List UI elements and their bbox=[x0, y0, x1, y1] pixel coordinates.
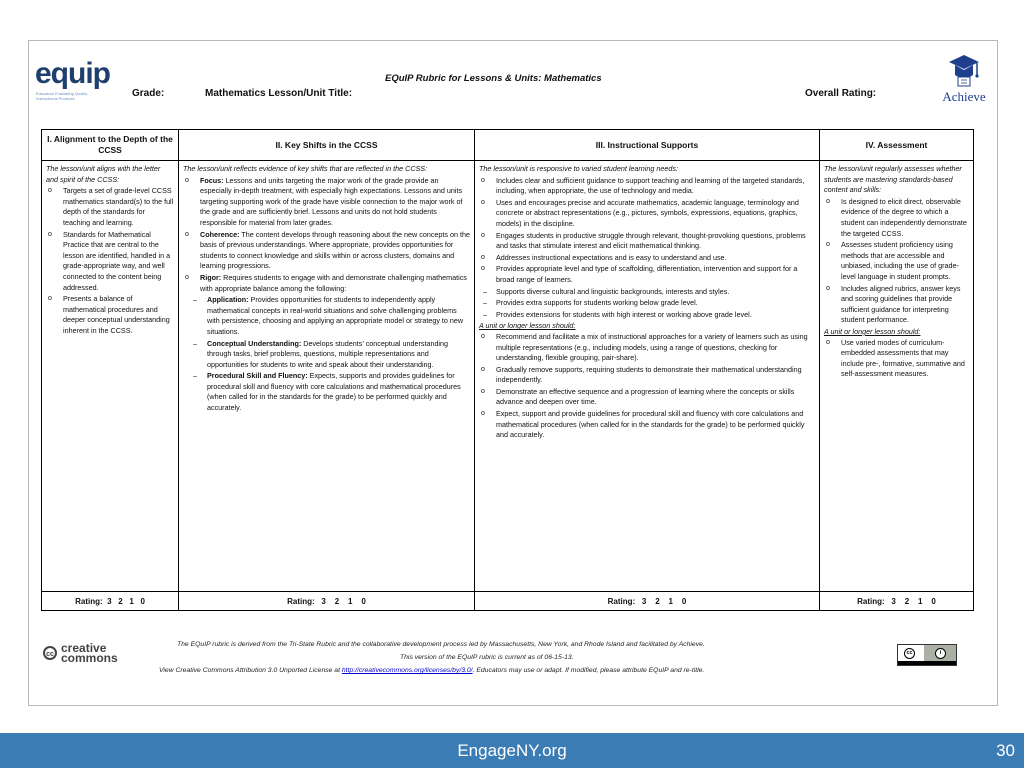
column-heading: II. Key Shifts in the CCSS bbox=[179, 130, 474, 161]
equip-logo: equip bbox=[35, 57, 110, 90]
criterion-text: Expects, supports and provides guidelines for procedural skill and fluency with core calculations and mathematical procedures (when called for in the standards for the grade) to be performed quickly and accurately. bbox=[207, 371, 461, 413]
achieve-logo bbox=[937, 53, 991, 109]
column-body bbox=[475, 161, 819, 592]
column-instructional-supports bbox=[475, 130, 820, 610]
column-heading: I. Alignment to the Depth of the CCSS bbox=[42, 130, 178, 161]
criterion-item: o Provides appropriate level and type of scaffolding, differentiation, intervention and support for a broad range of learners. bbox=[479, 264, 815, 285]
criterion-item: o Addresses instructional expectations and is easy to understand and use. bbox=[479, 253, 815, 264]
criterion-item: o Demonstrate an effective sequence and a progression of learning where the concepts or skills advance and deepen over time. bbox=[479, 387, 815, 408]
overall-rating-label: Overall Rating: bbox=[805, 88, 877, 99]
column-body bbox=[179, 161, 474, 592]
criterion-lead: Application: bbox=[207, 295, 249, 305]
criterion-lead: Focus: bbox=[200, 175, 224, 185]
criterion-item: o Uses and encourages precise and accurate mathematics, academic language, terminology and concrete or abstract representations (e.g., pictures, symbols, expressions, equations, graphics, models) in the discipline. bbox=[479, 198, 815, 230]
longer-lesson-label: A unit or longer lesson should: bbox=[824, 326, 921, 336]
criterion-item: o Expect, support and provide guidelines for procedural skill and fluency with core calculations and mathematical procedures (when called for in the standards for the grade) to be performed quickly and accurately. bbox=[479, 409, 815, 441]
footer-license bbox=[159, 667, 704, 674]
license-link[interactable]: http://creativecommons.org/licenses/by/3.0/ bbox=[341, 667, 473, 674]
cc-by-badge bbox=[897, 644, 957, 666]
cc-icon: cc bbox=[43, 646, 57, 660]
criterion-lead: Rigor: bbox=[200, 272, 222, 282]
subcriterion-conceptual bbox=[183, 339, 470, 371]
criterion-lead: Procedural Skill and Fluency: bbox=[207, 371, 308, 381]
person-icon: i bbox=[935, 648, 946, 659]
column-intro: The lesson/unit regularly assesses whether students are mastering standards-based content and skills: bbox=[824, 164, 962, 195]
bottom-bar bbox=[0, 733, 1024, 768]
rating-row: Rating: 3 2 1 0 bbox=[607, 596, 687, 606]
column-body bbox=[820, 161, 973, 592]
column-intro: The lesson/unit is responsive to varied student learning needs: bbox=[479, 164, 678, 173]
criterion-item: o Assesses student proficiency using methods that are accessible and unbiased, including the use of grade-level language in student prompts. bbox=[824, 240, 969, 282]
column-alignment bbox=[42, 130, 179, 610]
rating-row: Rating: 3 2 1 0 bbox=[75, 596, 145, 606]
criterion-text: Develops students’ conceptual understanding through tasks, brief problems, questions, multiple representations and opportunities for students to write and speak about their understanding. bbox=[207, 338, 449, 369]
criterion-focus bbox=[183, 176, 470, 229]
subcriterion-item: – Provides extensions for students with high interest or working above grade level. bbox=[479, 310, 815, 321]
footer-version: This version of the EQuIP rubric is current as of 06-15-13. bbox=[400, 654, 574, 661]
cc-logo-line1: creative bbox=[61, 641, 107, 655]
subcriterion-procedural bbox=[183, 371, 470, 413]
column-heading: IV. Assessment bbox=[820, 130, 973, 161]
criterion-text: Provides opportunities for students to independently apply mathematical concepts in real-world situations and solve challenging problems with persistence, choosing and applying an appropriate model or strategy to new situations. bbox=[207, 295, 464, 336]
criterion-item: o Gradually remove supports, requiring students to demonstrate their mathematical understanding independently. bbox=[479, 365, 815, 386]
rubric-title: EQuIP Rubric for Lessons & Units: Mathematics bbox=[385, 73, 602, 84]
criterion-item: o Standards for Mathematical Practice that are central to the lesson are identified, handled in a grade-appropriate way, and well connected to the content being addressed. bbox=[46, 230, 174, 294]
graduation-cap-icon bbox=[937, 53, 991, 91]
rubric-document bbox=[28, 40, 998, 706]
criterion-text: Lessons and units targeting the major work of the grade provide an especially in-depth treatment, with especially high expectations. Lessons and units targeting supporting work of the grade have visible connection to the major work of the grade and are sufficiently brief. Lessons and units do not hold students responsible for material from later grades. bbox=[200, 175, 463, 227]
cc-badge-icon: cc bbox=[904, 648, 915, 659]
equip-logo-tagline: Educators Evaluating Quality Instructional Products bbox=[36, 91, 88, 101]
rubric-header bbox=[29, 41, 997, 126]
footer-license-prefix: View Creative Commons Attribution 3.0 Unported License at bbox=[159, 667, 342, 674]
criterion-lead: Coherence: bbox=[200, 229, 240, 239]
criterion-lead: Conceptual Understanding: bbox=[207, 338, 302, 348]
criterion-text: Requires students to engage with and demonstrate challenging mathematics with appropriate balance among the following: bbox=[200, 272, 467, 293]
slide-number: 30 bbox=[996, 741, 1015, 760]
column-heading: III. Instructional Supports bbox=[475, 130, 819, 161]
criterion-item: o Is designed to elicit direct, observable evidence of the degree to which a student can independently demonstrate the targeted CCSS. bbox=[824, 197, 969, 239]
cc-logo-line2: commons bbox=[61, 651, 118, 665]
criterion-item: o Recommend and facilitate a mix of instructional approaches for a variety of learners such as using multiple representations (e.g., including models, using a range of questions, checking for understanding, flexible grouping, pair-share). bbox=[479, 332, 815, 364]
criterion-item: o Presents a balance of mathematical procedures and deeper conceptual understanding inherent in the CCSS. bbox=[46, 294, 174, 336]
achieve-logo-text: Achieve bbox=[942, 89, 986, 104]
longer-lesson-label: A unit or longer lesson should: bbox=[479, 321, 576, 331]
criterion-coherence bbox=[183, 230, 470, 272]
subcriterion-item: – Provides extra supports for students working below grade level. bbox=[479, 298, 815, 309]
subcriterion-item: – Supports diverse cultural and linguistic backgrounds, interests and styles. bbox=[479, 287, 815, 298]
footer-license-suffix: . Educators may use or adapt. If modified, please attribute EQuIP and re-title. bbox=[472, 667, 705, 674]
column-assessment bbox=[820, 130, 973, 610]
site-name: EngageNY.org bbox=[457, 741, 567, 760]
criterion-item: o Includes aligned rubrics, answer keys and scoring guidelines that provide sufficient guidance for interpreting student performance. bbox=[824, 284, 969, 326]
subcriterion-application bbox=[183, 295, 470, 337]
rating-row: Rating: 3 2 1 0 bbox=[287, 596, 366, 606]
column-intro: The lesson/unit reflects evidence of key shifts that are reflected in the CCSS: bbox=[183, 164, 428, 173]
column-key-shifts bbox=[179, 130, 475, 610]
criterion-item: o Use varied modes of curriculum-embedded assessments that may include pre-, formative, summative and self-assessment measures. bbox=[824, 338, 969, 380]
criterion-item: o Targets a set of grade-level CCSS mathematics standard(s) to the full depth of the standards for teaching and learning. bbox=[46, 186, 174, 228]
criterion-item: o Engages students in productive struggle through relevant, thought-provoking questions, problems and tasks that stimulate interest and elicit mathematical thinking. bbox=[479, 231, 815, 252]
footer-attribution: The EQuIP rubric is derived from the Tri-State Rubric and the collaborative development process led by Massachusetts, New York, and Rhode Island and facilitated by Achieve. bbox=[177, 641, 705, 648]
criterion-rigor bbox=[183, 273, 470, 294]
criterion-text: The content develops through reasoning about the new concepts on the basis of previous understandings. Where appropriate, provides opportunities for students to connect knowledge and skills within or across clusters, domains and learning progressions. bbox=[200, 229, 470, 271]
column-body bbox=[42, 161, 178, 592]
column-intro: The lesson/unit aligns with the letter and spirit of the CCSS: bbox=[46, 164, 161, 184]
lesson-title-label: Mathematics Lesson/Unit Title: bbox=[205, 88, 353, 99]
rating-row: Rating: 3 2 1 0 bbox=[857, 596, 936, 606]
criterion-item: o Includes clear and sufficient guidance to support teaching and learning of the targeted standards, including, when appropriate, the use of technology and media. bbox=[479, 176, 815, 197]
grade-label: Grade: bbox=[132, 88, 165, 99]
rubric-table bbox=[41, 129, 974, 611]
